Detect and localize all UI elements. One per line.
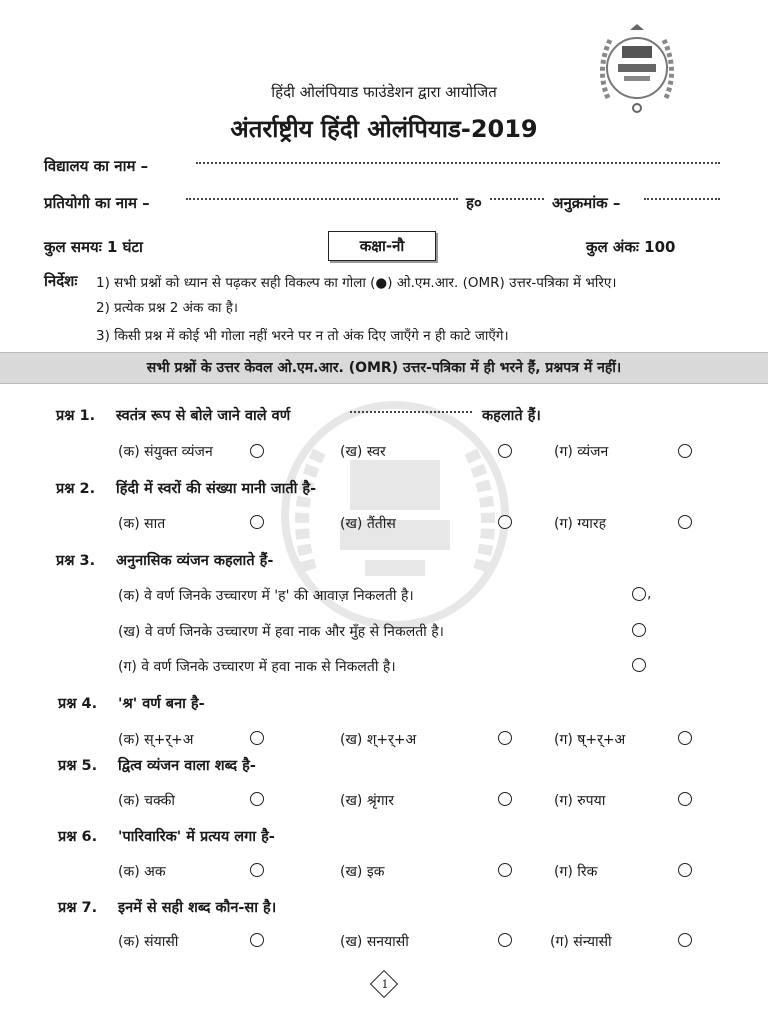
candidate-field[interactable] bbox=[186, 198, 458, 200]
roll-label: अनुक्रमांक – bbox=[552, 194, 621, 212]
question-4-option-c: (ग) ष्+र्+अ bbox=[554, 732, 626, 748]
omr-notice-banner: सभी प्रश्नों के उत्तर केवल ओ.एम.आर. (OMR) उत्तर-पत्रिका में ही भरने हैं, प्रश्नपत्र में नहीं। bbox=[0, 352, 768, 384]
question-2-option-c: (ग) ग्यारह bbox=[554, 516, 607, 532]
question-7-option-c-circle bbox=[678, 933, 692, 947]
question-2-option-b-circle bbox=[498, 515, 512, 529]
instruction-item: 3) किसी प्रश्न में कोई भी गोला नहीं भरने पर न तो अंक दिए जाएँगे न ही काटे जाएँगे। bbox=[96, 328, 509, 344]
question-6-option-b-circle bbox=[498, 863, 512, 877]
question-1-blank bbox=[350, 411, 472, 413]
school-label: विद्यालय का नाम – bbox=[44, 157, 149, 175]
question-6-option-a: (क) अक bbox=[118, 864, 166, 880]
question-3-option-b: (ख) वे वर्ण जिनके उच्चारण में हवा नाक और मुँह से निकलती है। bbox=[118, 624, 444, 640]
question-6-option-b: (ख) इक bbox=[340, 864, 385, 880]
question-3-option-c-circle bbox=[632, 658, 646, 672]
question-2-option-a: (क) सात bbox=[118, 516, 166, 532]
question-6-option-c: (ग) रिक bbox=[554, 864, 598, 880]
question-5-text: द्वित्व व्यंजन वाला शब्द है- bbox=[118, 758, 256, 774]
question-5-option-a: (क) चक्की bbox=[118, 793, 176, 809]
question-6-option-c-circle bbox=[678, 863, 692, 877]
question-1-option-b: (ख) स्वर bbox=[340, 444, 386, 460]
question-6-option-a-circle bbox=[250, 863, 264, 877]
question-2-option-c-circle bbox=[678, 515, 692, 529]
total-time: कुल समयः 1 घंटा bbox=[44, 238, 143, 256]
question-4-option-a-circle bbox=[250, 731, 264, 745]
candidate-label: प्रतियोगी का नाम – bbox=[44, 194, 150, 212]
question-3-text: अनुनासिक व्यंजन कहलाते हैं- bbox=[116, 553, 274, 569]
question-5-option-b-circle bbox=[498, 792, 512, 806]
question-3-option-b-circle bbox=[632, 623, 646, 637]
question-3-label: प्रश्न 3. bbox=[56, 553, 96, 569]
question-1-text-after: कहलाते हैं। bbox=[482, 408, 541, 424]
class-box: कक्षा-नौ bbox=[328, 231, 436, 261]
question-1-option-c-circle bbox=[678, 444, 692, 458]
total-marks: कुल अंकः 100 bbox=[586, 238, 676, 256]
olympiad-logo bbox=[594, 20, 680, 120]
question-7-text: इनमें से सही शब्द कौन-सा है। bbox=[118, 900, 277, 916]
question-4-option-b-circle bbox=[498, 731, 512, 745]
question-2-text: हिंदी में स्वरों की संख्या मानी जाती है- bbox=[116, 481, 317, 497]
instruction-item: 2) प्रत्येक प्रश्न 2 अंक का है। bbox=[96, 300, 239, 316]
question-1-label: प्रश्न 1. bbox=[56, 408, 96, 424]
question-7-option-a-circle bbox=[250, 933, 264, 947]
question-4-option-c-circle bbox=[678, 731, 692, 745]
question-5-option-b: (ख) श्रृंगार bbox=[340, 793, 394, 809]
question-3-option-a: (क) वे वर्ण जिनके उच्चारण में 'ह' की आवाज़ निकलती है। bbox=[118, 588, 414, 604]
school-field[interactable] bbox=[196, 162, 720, 164]
question-1-option-c: (ग) व्यंजन bbox=[554, 444, 609, 460]
question-2-option-a-circle bbox=[250, 515, 264, 529]
question-2-label: प्रश्न 2. bbox=[56, 481, 96, 497]
question-7-option-a: (क) संयासी bbox=[118, 934, 179, 950]
question-7-label: प्रश्न 7. bbox=[58, 900, 98, 916]
page-title: अंतर्राष्ट्रीय हिंदी ओलंपियाड-2019 bbox=[230, 115, 538, 143]
question-3-option-a-suffix: , bbox=[647, 586, 652, 602]
question-1-option-a: (क) संयुक्त व्यंजन bbox=[118, 444, 213, 460]
roll-field[interactable] bbox=[644, 198, 720, 200]
question-4-option-a: (क) स्+र्+अ bbox=[118, 732, 194, 748]
question-1-option-b-circle bbox=[498, 444, 512, 458]
question-4-label: प्रश्न 4. bbox=[58, 696, 98, 712]
question-7-option-b-circle bbox=[498, 933, 512, 947]
page-number: 1 bbox=[381, 978, 389, 991]
signature-field[interactable] bbox=[490, 198, 544, 200]
question-3-option-c: (ग) वे वर्ण जिनके उच्चारण में हवा नाक से निकलती है। bbox=[118, 659, 396, 675]
question-1-text: स्वतंत्र रूप से बोले जाने वाले वर्ण bbox=[116, 408, 291, 424]
question-5-option-c: (ग) रुपया bbox=[554, 793, 606, 809]
question-6-label: प्रश्न 6. bbox=[58, 829, 98, 845]
question-5-option-c-circle bbox=[678, 792, 692, 806]
question-6-text: 'पारिवारिक' में प्रत्यय लगा है- bbox=[118, 829, 275, 845]
question-7-option-c: (ग) संन्यासी bbox=[550, 934, 612, 950]
question-3-option-a-circle bbox=[632, 587, 646, 601]
question-2-option-b: (ख) तैंतीस bbox=[340, 516, 396, 532]
question-5-label: प्रश्न 5. bbox=[58, 758, 98, 774]
instructions-heading: निर्देशः bbox=[44, 272, 78, 290]
question-1-option-a-circle bbox=[250, 444, 264, 458]
question-5-option-a-circle bbox=[250, 792, 264, 806]
question-4-option-b: (ख) श्+र्+अ bbox=[340, 732, 417, 748]
instruction-item: 1) सभी प्रश्नों को ध्यान से पढ़कर सही विकल्प का गोला (●) ओ.एम.आर. (OMR) उत्तर-पत्रिका में भरिए। bbox=[96, 275, 617, 291]
organizer-subtitle: हिंदी ओलंपियाड फाउंडेशन द्वारा आयोजित bbox=[271, 83, 497, 101]
signature-label: ह० bbox=[466, 194, 482, 212]
question-4-text: 'श्र' वर्ण बना है- bbox=[118, 696, 205, 712]
question-7-option-b: (ख) सनयासी bbox=[340, 934, 409, 950]
